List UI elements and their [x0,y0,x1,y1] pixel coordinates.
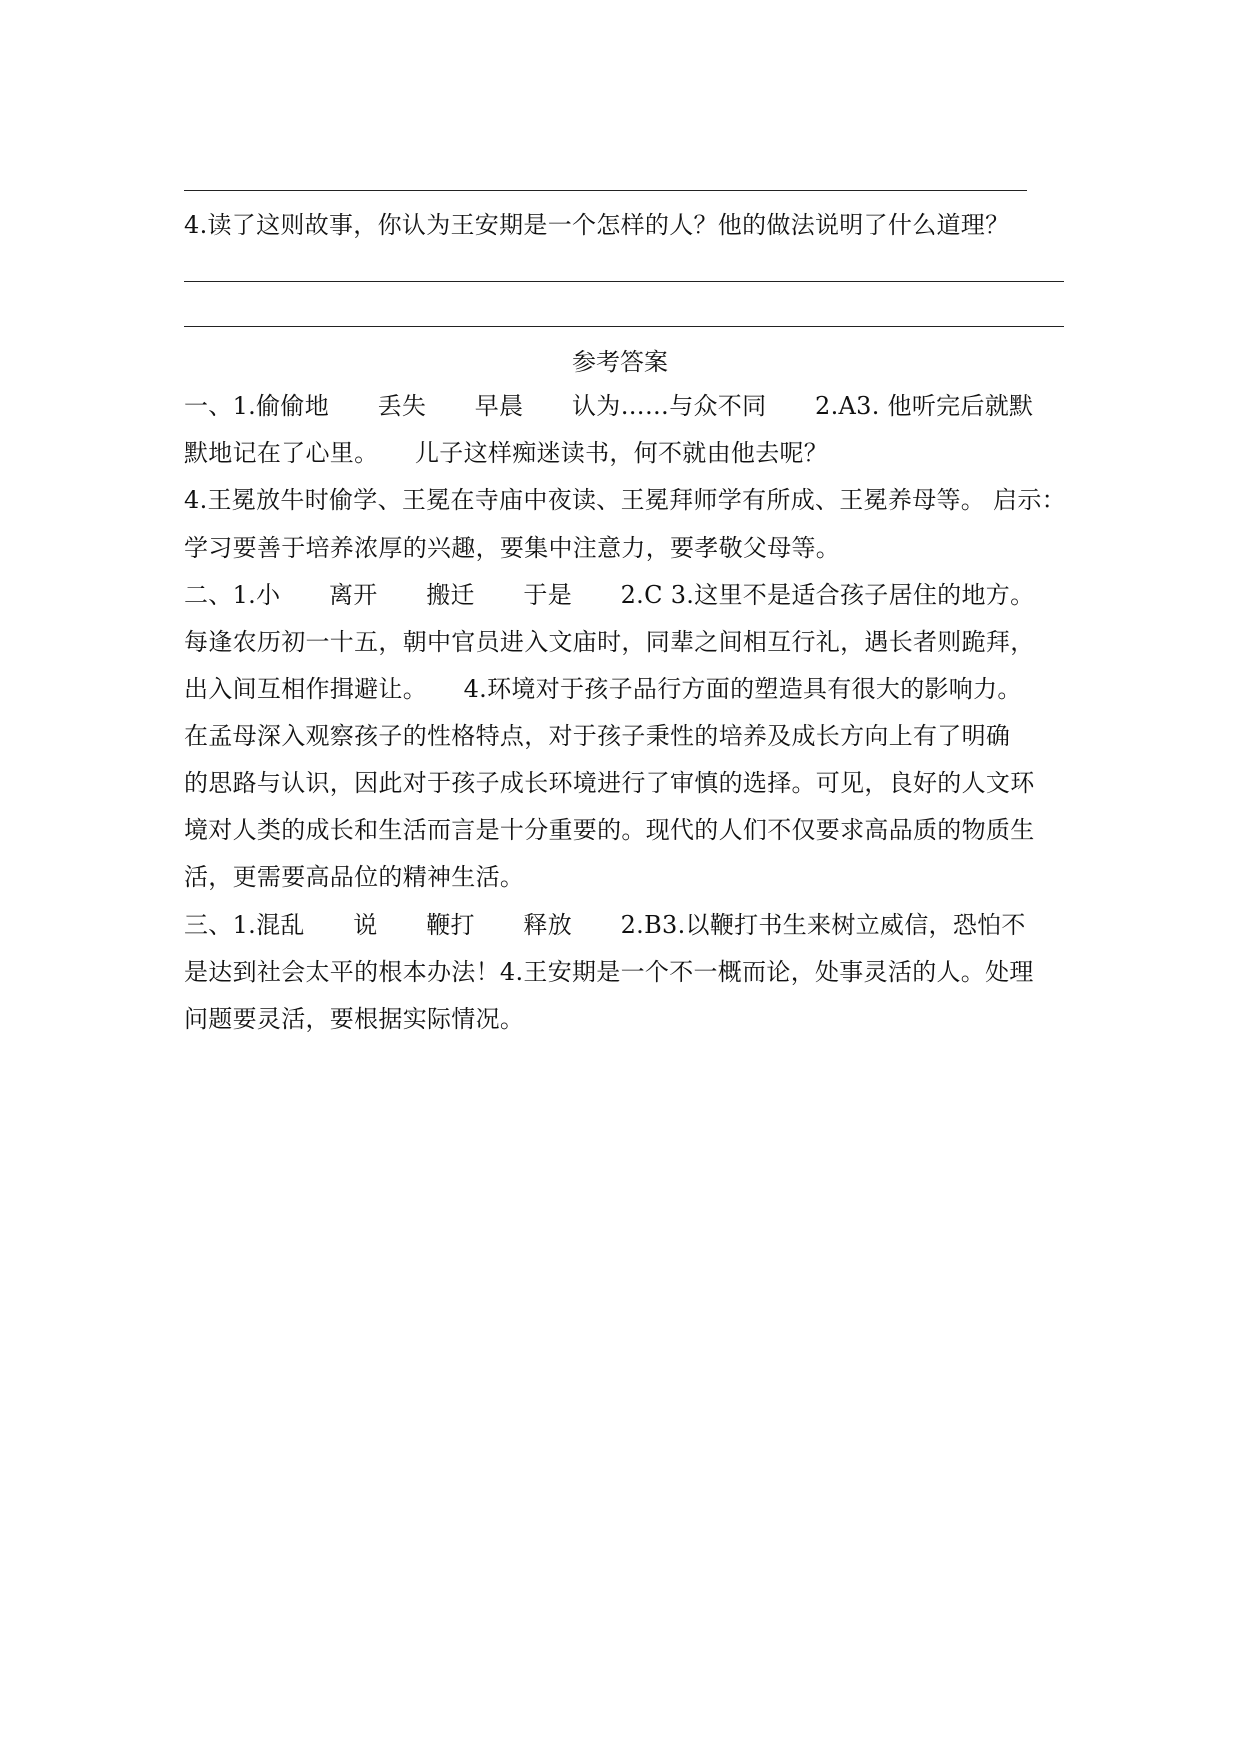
answer-line: 二、1.小 离开 搬迁 于是 2.C 3.这里不是适合孩子居住的地方。 [184,581,1035,609]
answer-rule [184,281,1064,282]
answer-line: 默地记在了心里。 儿子这样痴迷读书，何不就由他去呢？ [184,439,829,467]
answer-line: 三、1.混乱 说 鞭打 释放 2.B3.以鞭打书生来树立威信，恐怕不 [184,911,1026,939]
answer-line: 4.王冕放牛时偷学、王冕在寺庙中夜读、王冕拜师学有所成、王冕养母等。 启示： [184,486,1066,514]
answer-line: 学习要善于培养浓厚的兴趣，要集中注意力，要孝敬父母等。 [184,534,841,562]
answer-line: 问题要灵活，要根据实际情况。 [184,1005,525,1033]
answer-line: 一、1.偷偷地 丢失 早晨 认为……与众不同 2.A3. 他听完后就默 [184,392,1034,420]
answer-line: 是达到社会太平的根本办法！4.王安期是一个不一概而论，处事灵活的人。处理 [184,958,1034,986]
answer-key-heading: 参考答案 [572,348,668,376]
question-4: 4.读了这则故事，你认为王安期是一个怎样的人？他的做法说明了什么道理？ [184,211,1010,239]
answer-line: 活，更需要高品位的精神生活。 [184,863,525,891]
answer-line: 出入间互相作揖避让。 4.环境对于孩子品行方面的塑造具有很大的影响力。 [184,675,1022,703]
answer-line: 在孟母深入观察孩子的性格特点，对于孩子秉性的培养及成长方向上有了明确 [184,722,1011,750]
answer-rule [184,190,1027,191]
answer-line: 境对人类的成长和生活而言是十分重要的。现代的人们不仅要求高品质的物质生 [184,816,1035,844]
answer-rule [184,326,1064,327]
answer-line: 每逢农历初一十五，朝中官员进入文庙时，同辈之间相互行礼，遇长者则跪拜， [184,628,1035,656]
answer-line: 的思路与认识，因此对于孩子成长环境进行了审慎的选择。可见，良好的人文环 [184,769,1035,797]
